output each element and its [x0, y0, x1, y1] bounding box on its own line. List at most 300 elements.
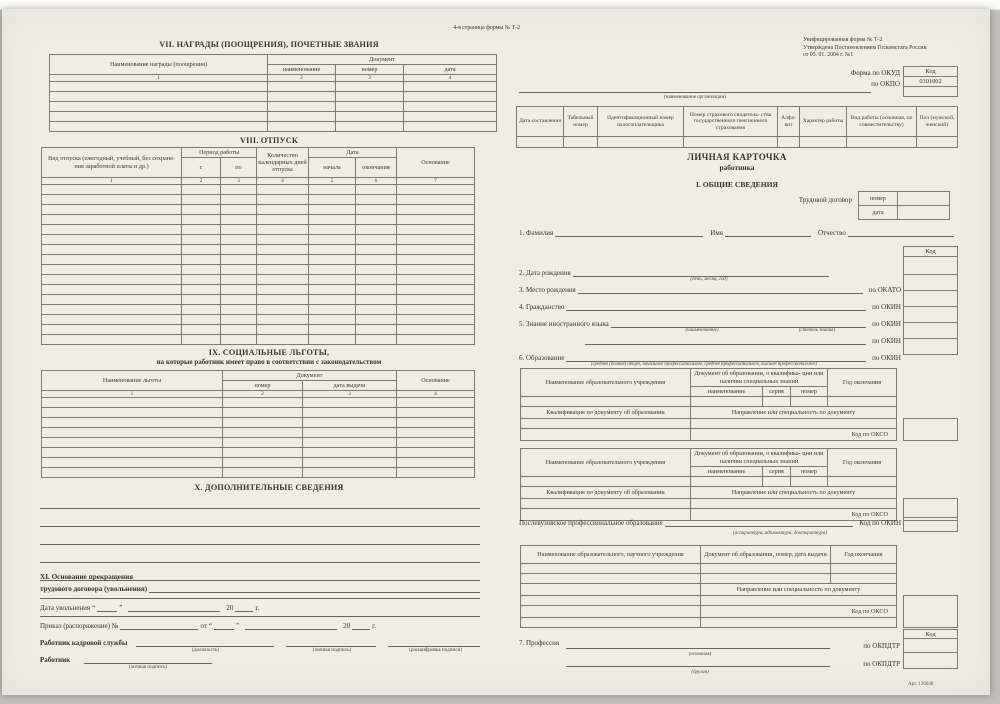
empty-cell	[221, 195, 257, 205]
lang-level-caption: (степень знания)	[798, 328, 836, 333]
science-block	[520, 545, 958, 628]
empty-cell	[223, 418, 303, 428]
okin-code-cell	[903, 306, 958, 323]
layout-element	[40, 664, 482, 670]
article-number: Арт. 130048	[908, 682, 934, 687]
blank-line	[286, 638, 376, 647]
empty-cell	[778, 137, 800, 148]
empty-cell	[309, 255, 356, 265]
blank-line	[566, 640, 830, 649]
empty-cell	[564, 137, 598, 148]
empty-cell	[182, 205, 221, 215]
postgrad-caption: (аспирантура, адъюнктура, докторантура)	[732, 531, 828, 536]
empty-cell	[268, 92, 336, 102]
code-header: Код	[903, 66, 958, 77]
empty-cell	[309, 195, 356, 205]
layout-element	[40, 653, 482, 664]
col-number: 4	[397, 391, 475, 398]
empty-cell	[257, 275, 309, 285]
empty-cell	[404, 112, 497, 122]
empty-cell	[356, 295, 397, 305]
empty-cell	[336, 112, 404, 122]
col-number: 2	[182, 178, 221, 185]
blank-line	[665, 518, 854, 527]
education-table	[520, 448, 897, 521]
edu-doc-col: серия	[763, 467, 791, 477]
empty-cell	[257, 335, 309, 345]
blank-line	[388, 638, 480, 647]
table-row	[517, 137, 958, 148]
vacation-col-basis: Основание	[397, 148, 475, 178]
table-row	[521, 606, 897, 618]
contract-number-label: номер	[859, 192, 898, 206]
empty-cell	[257, 225, 309, 235]
edu-doc-col: номер	[791, 467, 828, 477]
empty-cell	[223, 398, 303, 408]
empty-cell	[257, 325, 309, 335]
empty-cell	[356, 245, 397, 255]
empty-cell	[268, 112, 336, 122]
empty-cell	[397, 295, 475, 305]
blank-line	[120, 621, 198, 630]
empty-cell	[257, 285, 309, 295]
empty-cell	[42, 265, 182, 275]
col-number: 3	[303, 391, 397, 398]
table-row	[42, 245, 475, 255]
table-row	[50, 102, 497, 112]
edu-institution-header: Наименование образовательного учреждения	[521, 369, 691, 397]
empty-cell	[397, 408, 475, 418]
benefits-table	[41, 370, 475, 478]
blank-line	[555, 228, 703, 237]
empty-cell	[303, 468, 397, 478]
codes-column	[903, 246, 958, 355]
empty-cell	[42, 205, 182, 215]
awards-doc-group: Документ	[268, 55, 497, 65]
edu-doc-col: наименование	[691, 467, 763, 477]
table-row	[50, 92, 497, 102]
col-number: 3	[221, 178, 257, 185]
empty-cell	[42, 428, 223, 438]
empty-cell	[521, 477, 691, 487]
table-row	[42, 458, 475, 468]
empty-cell	[42, 458, 223, 468]
blank-line	[97, 603, 117, 612]
table-row	[42, 185, 475, 195]
vacation-col-from: с	[182, 158, 221, 178]
awards-doc-col: наименование	[268, 65, 336, 75]
edu-doc-group: Документ об образовании, о квалифика- ции или наличии специальных знаний	[691, 369, 828, 387]
table-row	[42, 408, 475, 418]
table-row	[42, 398, 475, 408]
education-label: 6. Образование	[519, 354, 565, 362]
empty-cell	[397, 438, 475, 448]
okin-code-cell	[903, 338, 958, 355]
empty-cell	[521, 606, 701, 618]
empty-cell	[521, 618, 701, 628]
layout-element	[40, 581, 482, 593]
table-row	[42, 195, 475, 205]
education-table	[520, 368, 897, 441]
table-row	[42, 448, 475, 458]
blank-line	[40, 499, 480, 509]
col-number: 4	[257, 178, 309, 185]
empty-cell	[404, 92, 497, 102]
info-header: Алфа- вит	[778, 107, 800, 137]
empty-cell	[221, 215, 257, 225]
empty-cell	[50, 92, 268, 102]
benefits-doc-date: дата выдачи	[303, 381, 397, 391]
section10-title: X. ДОПОЛНИТЕЛЬНЫЕ СВЕДЕНИЯ	[194, 483, 344, 492]
table-row	[521, 584, 897, 596]
birth-date-label: 2. Дата рождения	[519, 269, 571, 277]
empty-cell	[50, 122, 268, 132]
empty-cell	[42, 398, 223, 408]
empty-cell	[309, 225, 356, 235]
edu-specialty-header: Направление или специальность по документу	[691, 487, 897, 499]
blank-line	[235, 603, 253, 612]
table-row	[521, 596, 897, 606]
empty-cell	[356, 305, 397, 315]
edu-doc-col: наименование	[691, 387, 763, 397]
empty-cell	[397, 255, 475, 265]
empty-cell	[223, 458, 303, 468]
vacation-col-start: начала	[309, 158, 356, 178]
empty-cell	[221, 235, 257, 245]
layout-element	[521, 546, 897, 628]
empty-cell	[521, 499, 691, 509]
blank-line	[566, 658, 830, 667]
empty-cell	[309, 185, 356, 195]
okso-label: Код по ОКСО	[691, 509, 897, 521]
okin-label: по ОКИН	[872, 337, 901, 345]
empty-cell	[404, 122, 497, 132]
empty-cell	[397, 225, 475, 235]
empty-cell	[257, 295, 309, 305]
layout-element	[519, 345, 903, 367]
table-row	[521, 487, 897, 499]
info-header: Табельный номер	[564, 107, 598, 137]
section11	[40, 573, 482, 670]
empty-cell	[309, 295, 356, 305]
empty-cell	[182, 295, 221, 305]
layout-element	[40, 647, 137, 653]
blank-line	[566, 353, 866, 362]
empty-cell	[42, 245, 182, 255]
empty-cell	[182, 255, 221, 265]
empty-cell	[356, 195, 397, 205]
form-meta-line: Унифицированная форма № Т-2	[803, 37, 883, 43]
empty-cell	[521, 429, 691, 441]
vacation-col-to: по	[221, 158, 257, 178]
table-row	[521, 419, 897, 429]
edu-qualification-header: Квалификация по документу об образовании	[521, 407, 691, 419]
empty-cell	[257, 305, 309, 315]
table-row	[42, 178, 475, 185]
table-row	[42, 335, 475, 345]
profession-primary-caption: (основная)	[688, 652, 712, 657]
general-fields	[519, 258, 903, 367]
empty-cell	[257, 315, 309, 325]
empty-cell	[309, 335, 356, 345]
empty-cell	[791, 397, 828, 407]
table-row	[50, 82, 497, 92]
name-label: Имя	[710, 229, 723, 237]
empty-cell	[517, 137, 564, 148]
blank-line	[149, 584, 480, 593]
blank-line	[40, 535, 480, 545]
layout-element	[42, 371, 475, 398]
vacation-col-type: Вид отпуска (ежегодный, учебный, без сохране- ния заработной платы и др.)	[42, 148, 182, 178]
layout-element	[42, 148, 475, 185]
empty-cell	[221, 205, 257, 215]
table-row	[521, 499, 897, 509]
postgrad-label: Послевузовское профессиональное образование	[519, 519, 663, 527]
section8-title: VIII. ОТПУСК	[239, 136, 299, 145]
empty-cell	[42, 215, 182, 225]
blank-line	[578, 285, 863, 294]
table-row	[50, 55, 497, 65]
empty-cell	[221, 305, 257, 315]
empty-cell	[221, 245, 257, 255]
col-number: 1	[50, 75, 268, 82]
layout-element	[517, 107, 958, 137]
table-row	[42, 371, 475, 381]
okso-code-box	[903, 418, 958, 441]
col-number: 4	[404, 75, 497, 82]
okato-label: по ОКАТО	[868, 286, 901, 294]
okin-label: по ОКИН	[872, 303, 901, 311]
empty-cell	[182, 335, 221, 345]
hr-officer-label: Работник кадровой службы	[40, 639, 128, 647]
year-prefix: 20	[226, 604, 234, 612]
form-meta	[803, 37, 998, 60]
empty-cell	[257, 195, 309, 205]
table-row	[42, 255, 475, 265]
col-number: 5	[309, 178, 356, 185]
empty-cell	[182, 305, 221, 315]
info-header: Пол (мужской, женский)	[917, 107, 958, 137]
edu-institution-header: Наименование образовательного учреждения	[521, 449, 691, 477]
okin-code-label: Код по ОКИН	[859, 519, 901, 527]
empty-cell	[221, 225, 257, 235]
table-row	[521, 546, 897, 564]
okin-label: по ОКИН	[872, 320, 901, 328]
birth-date-code-cell	[903, 256, 958, 275]
profession-label: 7. Профессия	[519, 639, 560, 647]
empty-cell	[182, 195, 221, 205]
vacation-col-end: окончания	[356, 158, 397, 178]
empty-cell	[42, 408, 223, 418]
section9-subtitle: на которые работник имеет право в соответствии с законодательством	[156, 358, 382, 366]
layout-element	[50, 55, 497, 82]
patronymic-label: Отчество	[818, 229, 846, 237]
awards-table	[49, 54, 497, 132]
dismissal-date-label: Дата увольнения	[40, 604, 91, 612]
birth-place-label: 3. Место рождения	[519, 286, 576, 294]
empty-cell	[397, 205, 475, 215]
sci-doc-header: Документ об образовании, номер, дата выдачи	[701, 546, 831, 564]
empty-cell	[691, 499, 897, 509]
okso-code-box	[903, 595, 958, 628]
awards-doc-col: номер	[336, 65, 404, 75]
col-number: 1	[42, 391, 223, 398]
empty-cell	[309, 305, 356, 315]
empty-cell	[831, 564, 897, 574]
blank-line	[245, 621, 337, 630]
empty-cell	[404, 102, 497, 112]
signature-caption: (личная подпись)	[128, 664, 168, 670]
sci-specialty-header: Направление или специальность по документу	[701, 584, 897, 596]
section11-title-line2: трудового договора (увольнения)	[40, 585, 148, 593]
empty-cell	[221, 285, 257, 295]
empty-cell	[397, 458, 475, 468]
layout-element	[40, 593, 482, 612]
empty-cell	[397, 315, 475, 325]
labor-contract-box	[858, 191, 950, 220]
okpdtr-label: по ОКПДТР	[863, 642, 900, 650]
empty-cell	[521, 574, 701, 584]
col-number: 7	[397, 178, 475, 185]
empty-cell	[397, 195, 475, 205]
empty-cell	[257, 255, 309, 265]
empty-cell	[309, 215, 356, 225]
education-block-1	[520, 368, 958, 441]
quote: ”	[119, 604, 123, 612]
empty-cell	[182, 235, 221, 245]
table-row	[42, 418, 475, 428]
empty-cell	[309, 285, 356, 295]
field-fio	[519, 228, 956, 237]
empty-cell	[397, 325, 475, 335]
empty-cell	[397, 245, 475, 255]
empty-cell	[309, 325, 356, 335]
table-row	[42, 305, 475, 315]
empty-cell	[223, 408, 303, 418]
okpdtr-label: по ОКПДТР	[863, 660, 900, 668]
empty-cell	[303, 398, 397, 408]
edu-doc-col: номер	[791, 387, 828, 397]
empty-cell	[42, 335, 182, 345]
okso-label: Код по ОКСО	[691, 429, 897, 441]
table-row	[42, 275, 475, 285]
empty-cell	[828, 397, 897, 407]
empty-cell	[268, 102, 336, 112]
empty-cell	[309, 315, 356, 325]
empty-cell	[257, 235, 309, 245]
layout-element	[40, 612, 482, 630]
empty-cell	[221, 335, 257, 345]
empty-cell	[397, 185, 475, 195]
year-prefix: 20	[343, 622, 351, 630]
empty-cell	[182, 315, 221, 325]
table-row	[50, 122, 497, 132]
empty-cell	[42, 295, 182, 305]
table-row	[42, 215, 475, 225]
empty-cell	[356, 315, 397, 325]
edu-doc-col: серия	[763, 387, 791, 397]
table-row	[521, 477, 897, 487]
layout-element	[40, 647, 482, 653]
empty-cell	[356, 325, 397, 335]
empty-cell	[50, 112, 268, 122]
empty-cell	[303, 408, 397, 418]
code-header: Код	[903, 629, 958, 639]
awards-doc-col: дата	[404, 65, 497, 75]
awards-col-name: Наименование награды (поощрения)	[50, 55, 268, 75]
empty-cell	[397, 275, 475, 285]
empty-cell	[521, 397, 691, 407]
empty-cell	[336, 102, 404, 112]
empty-cell	[847, 137, 917, 148]
table-row	[50, 112, 497, 122]
okpo-value-cell	[903, 86, 958, 97]
organization-caption: (наименование организации)	[664, 95, 726, 100]
empty-cell	[303, 418, 397, 428]
edu-year-header: Год окончания	[828, 369, 897, 397]
info-header: Идентификационный номер налогоплательщика	[598, 107, 684, 137]
empty-cell	[182, 225, 221, 235]
empty-cell	[221, 275, 257, 285]
empty-cell	[701, 574, 831, 584]
table-row	[42, 265, 475, 275]
table-row	[42, 235, 475, 245]
section1-title: I. ОБЩИЕ СВЕДЕНИЯ	[695, 180, 779, 189]
form-meta-line: от 05. 01. 2004 г. №1	[803, 52, 854, 59]
table-row	[521, 564, 897, 574]
empty-cell	[257, 185, 309, 195]
empty-cell	[221, 255, 257, 265]
okin-label: по ОКИН	[872, 354, 901, 362]
empty-cell	[336, 92, 404, 102]
blank-line	[128, 603, 220, 612]
empty-cell	[42, 225, 182, 235]
table-row	[521, 369, 897, 387]
empty-cell	[397, 398, 475, 408]
table-row	[42, 225, 475, 235]
empty-cell	[257, 265, 309, 275]
empty-cell	[223, 438, 303, 448]
empty-cell	[303, 438, 397, 448]
order-label: Приказ (распоряжение) №	[40, 622, 119, 630]
layout-element	[521, 449, 897, 521]
empty-cell	[356, 265, 397, 275]
empty-cell	[223, 468, 303, 478]
benefits-col-basis: Основание	[397, 371, 475, 391]
sci-institution-header: Наименование образовательного, научного учреждения	[521, 546, 701, 564]
info-table	[516, 106, 958, 148]
card-subtitle: работника	[719, 163, 755, 172]
form-meta-line: Утверждена Постановлением Госкомстата России	[803, 44, 927, 51]
empty-cell	[42, 305, 182, 315]
okpdtr-code-cell	[903, 638, 958, 653]
empty-cell	[268, 82, 336, 92]
table-row	[859, 206, 950, 220]
empty-cell	[691, 419, 897, 429]
table-row	[42, 468, 475, 478]
layout-element	[859, 192, 950, 220]
empty-cell	[356, 205, 397, 215]
quote: ”	[236, 622, 240, 630]
layout-element	[42, 185, 475, 345]
okin-code-box	[903, 517, 958, 532]
table-row	[42, 205, 475, 215]
empty-cell	[182, 285, 221, 295]
layout-element	[519, 311, 903, 333]
section9-title: IX. СОЦИАЛЬНЫЕ ЛЬГОТЫ,	[208, 348, 330, 357]
empty-cell	[336, 122, 404, 132]
empty-cell	[397, 428, 475, 438]
